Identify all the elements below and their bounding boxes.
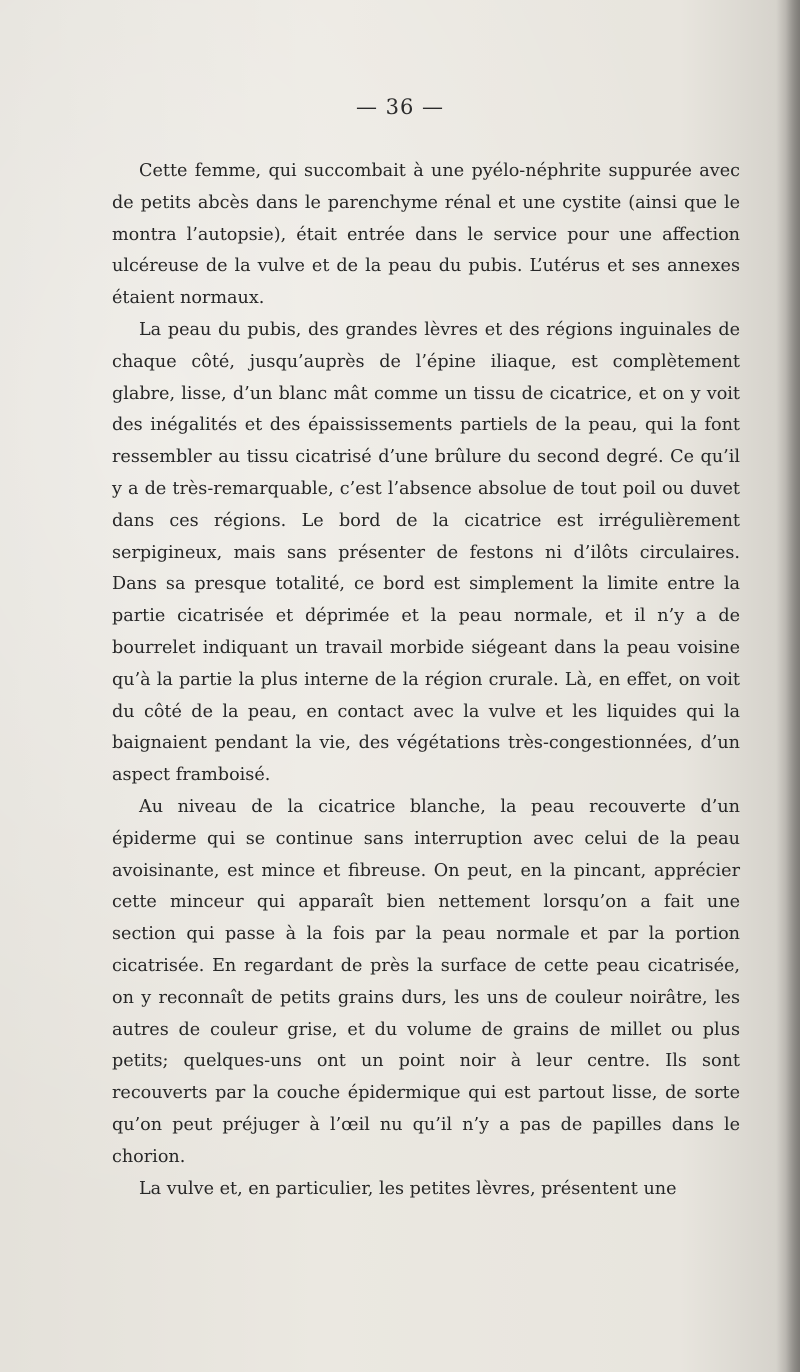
- page-number: — 36 —: [355, 95, 445, 119]
- paragraph-2: La peau du pubis, des grandes lèvres et des régions inguinales de chaque côté, jusqu’auprès de l’épine iliaque, est complètement glabre, lisse, d’un blanc mât comme un tissu de cicatrice, et on y voit des inégalités et des épaississements partiels de la peau, qui la font ressembler au tissu cicatrisé d’une brûlure du second degré. Ce qu’il y a de très-remarquable, c’est l’absence absolue de tout poil ou duvet dans ces régions. Le bord de la cicatrice est irrégulièrement serpigineux, mais sans présenter de festons ni d’ilôts circulaires. Dans sa presque totalité, ce bord est simplement la limite entre la partie cicatrisée et déprimée et la peau normale, et il n’y a de bourrelet indiquant un travail morbide siégeant dans la peau voisine qu’à la partie la plus interne de la région crurale. Là, en effet, on voit du côté de la peau, en contact avec la vulve et les liquides qui la baignaient pendant la vie, des végétations très-congestionnées, d’un aspect framboisé.: [112, 319, 740, 786]
- body-text: [112, 156, 740, 1205]
- paragraph-4: La vulve et, en particulier, les petites lèvres, présentent une: [139, 1178, 677, 1199]
- paragraph-3: Au niveau de la cicatrice blanche, la peau recouverte d’un épiderme qui se continue sans interruption avec celui de la peau avoisinante, est mince et fibreuse. On peut, en la pincant, apprécier cette minceur qui apparaît bien nettement lorsqu’on a fait une section qui passe à la fois par la peau normale et par la portion cicatrisée. En regardant de près la surface de cette peau cicatrisée, on y reconnaît de petits grains durs, les uns de couleur noirâtre, les autres de couleur grise, et du volume de grains de millet ou plus petits; quelques-uns ont un point noir à leur centre. Ils sont recouverts par la couche épidermique qui est partout lisse, de sorte qu’on peut préjuger à l’œil nu qu’il n’y a pas de papilles dans le chorion.: [112, 796, 740, 1167]
- paragraph-1: Cette femme, qui succombait à une pyélo-néphrite suppurée avec de petits abcès dans le parenchyme rénal et une cystite (ainsi que le montra l’autopsie), était entrée dans le service pour une affection ulcéreuse de la vulve et de la peau du pubis. L’utérus et ses annexes étaient normaux.: [112, 161, 740, 309]
- page-edge-shadow: [786, 0, 800, 1372]
